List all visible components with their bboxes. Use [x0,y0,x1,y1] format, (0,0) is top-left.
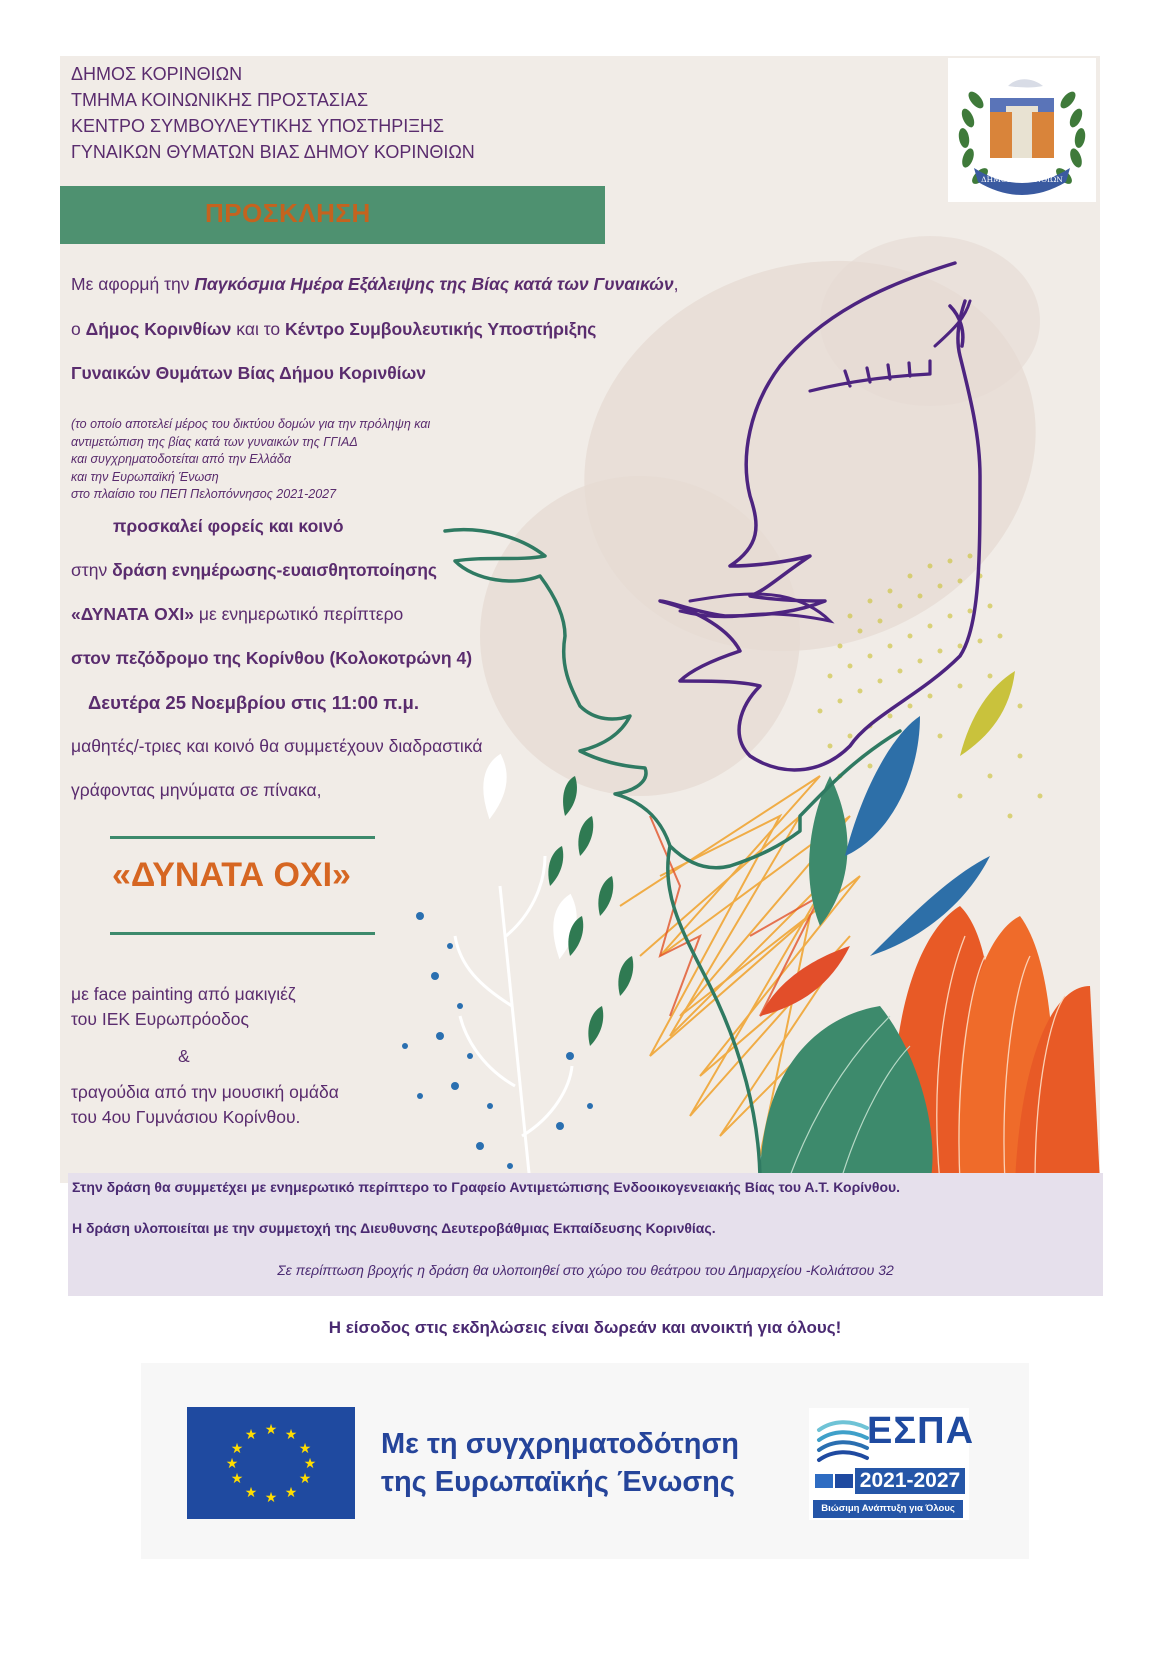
closed-eye [810,361,930,391]
free-entry-note: Η είσοδος στις εκδηλώσεις είναι δωρεάν και ανοικτή για όλους! [328,1318,842,1337]
espa-years: 2021-2027 [855,1468,965,1494]
greek-flag-icon [815,1474,833,1488]
svg-text:★: ★ [244,1485,258,1501]
text-span: Με αφορμή την [71,274,195,294]
body-line-12: του ΙΕΚ Ευρωπρόοδος [71,1009,249,1029]
svg-text:★: ★ [298,1441,312,1457]
body-line-13: τραγούδια από την μουσική ομάδα [71,1082,339,1102]
title-banner [60,186,605,244]
body-line-1 [71,274,678,295]
info-line-2: Η δράση υλοποιείται με την συμμετοχή της Διευθυνσης Δευτεροβάθμιας Εκπαίδευσης Κορινθίας. [72,1220,716,1236]
svg-text:★: ★ [284,1427,298,1443]
svg-text:★: ★ [264,1490,278,1506]
eu-flag-icon [187,1407,355,1519]
svg-text:★: ★ [298,1471,312,1487]
espa-title: ΕΣΠΑ [867,1410,975,1452]
logo-ribbon-text: ΔΗΜΟΣ ΚΟΡΙΝΘΙΩΝ [981,175,1063,184]
body-line-9: μαθητές/-τριες και κοινό θα συμμετέχουν διαδραστικά [71,736,483,756]
cofunding-line-2: της Ευρωπαϊκής Ένωσης [381,1466,735,1498]
svg-text:★: ★ [264,1422,278,1438]
body-line-7 [71,648,472,669]
body-line-10: γράφοντας μηνύματα σε πίνακα, [71,780,322,800]
text-span: και το [231,319,285,339]
ampersand: & [178,1046,190,1066]
divider [110,932,375,935]
body-line-14: του 4ου Γυμνάσιου Κορίνθου. [71,1107,301,1127]
info-line-1: Στην δράση θα συμμετέχει με ενημερωτικό περίπτερο το Γραφείο Αντιμετώπισης Ενδοοικογενειακής Βίας του Α.Τ. Κορίνθου. [72,1179,901,1195]
note-line: αντιμετώπιση της βίας κατά των γυναικών της ΓΓΙΑΔ [71,434,358,449]
svg-text:★: ★ [230,1441,244,1457]
body-line-6 [71,604,403,625]
text-span: στην [71,560,113,580]
espa-wave-icon [813,1410,873,1470]
header-line: ΤΜΗΜΑ ΚΟΙΝΩΝΙΚΗΣ ΠΡΟΣΤΑΣΙΑΣ [71,90,369,110]
note-line: (το οποίο αποτελεί μέρος του δικτύου δομών για την πρόληψη και [71,417,431,431]
municipality-logo [948,58,1096,202]
header-line: ΓΥΝΑΙΚΩΝ ΘΥΜΑΤΩΝ ΒΙΑΣ ΔΗΜΟΥ ΚΟΡΙΝΘΙΩΝ [71,142,475,162]
text-span: με ενημερωτικό περίπτερο [194,604,404,624]
campaign-motto: «ΔΥΝΑΤΑ ΟΧΙ» [112,856,351,894]
center-name-cont: Γυναικών Θυμάτων Βίας Δήμου Κορινθίων [71,363,427,383]
divider [110,836,375,839]
svg-text:★: ★ [303,1456,317,1472]
cofunding-line-1: Με τη συγχρηματοδότηση [381,1428,740,1460]
body-line-11: με face painting από μακιγιέζ [71,984,296,1004]
body-line-4 [113,516,344,537]
date-time-text: Δευτέρα 25 Νοεμβρίου στις 11:00 π.μ. [88,692,419,713]
note-line: και συγχρηματοδοτείται από την Ελλάδα [71,452,291,466]
funding-footer [141,1363,1029,1559]
body-line-5 [71,560,437,581]
white-branches [455,756,575,1183]
invite-text: προσκαλεί φορείς και κοινό [113,516,344,536]
body-line-8 [88,692,419,714]
info-line-3: Σε περίπτωση βροχής η δράση θα υλοποιηθεί στο χώρο του θεάτρου του Δημαρχείου -Κολιάτσου 32 [277,1262,894,1278]
occasion-name: Παγκόσμια Ημέρα Εξάλειψης της Βίας κατά των Γυναικών [194,274,674,294]
note-line: στο πλαίσιο του ΠΕΠ Πελοπόννησος 2021-2027 [71,487,337,501]
poster [60,56,1100,1183]
purple-face-line [660,263,980,770]
header [71,61,475,165]
header-line: ΚΕΝΤΡΟ ΣΥΜΒΟΥΛΕΥΤΙΚΗΣ ΥΠΟΣΤΗΡΙΞΗΣ [71,116,445,136]
note-line: και την Ευρωπαϊκή Ένωση [71,469,219,484]
svg-text:★: ★ [284,1485,298,1501]
espa-tagline: Βιώσιμη Ανάπτυξη για Όλους [813,1500,963,1518]
laurel-seal-icon [948,58,1096,202]
cofunding-text [381,1425,739,1501]
campaign-name: «ΔΥΝΑΤΑ ΟΧΙ» [71,604,194,624]
body-line-2 [71,319,596,340]
body-line-3 [71,363,426,384]
location-text: στον πεζόδρομο της Κορίνθου (Κολοκοτρώνη 4) [71,648,473,668]
banner-title: ΠΡΟΣΚΛΗΣΗ [205,198,371,228]
funding-note [71,416,430,504]
eu-mini-flag-icon [835,1474,853,1488]
text-span: , [673,274,679,294]
info-box [68,1173,1103,1296]
svg-text:★: ★ [230,1471,244,1487]
svg-text:★: ★ [244,1427,258,1443]
header-line: ΔΗΜΟΣ ΚΟΡΙΝΘΙΩΝ [71,64,243,84]
espa-logo [809,1408,975,1520]
svg-text:★: ★ [225,1456,239,1472]
action-name: δράση ενημέρωσης-ευαισθητοποίησης [112,560,437,580]
text-span: ο [71,319,86,339]
center-name: Κέντρο Συμβουλευτικής Υποστήριξης [284,319,597,339]
municipality-name: Δήμος Κορινθίων [85,319,232,339]
